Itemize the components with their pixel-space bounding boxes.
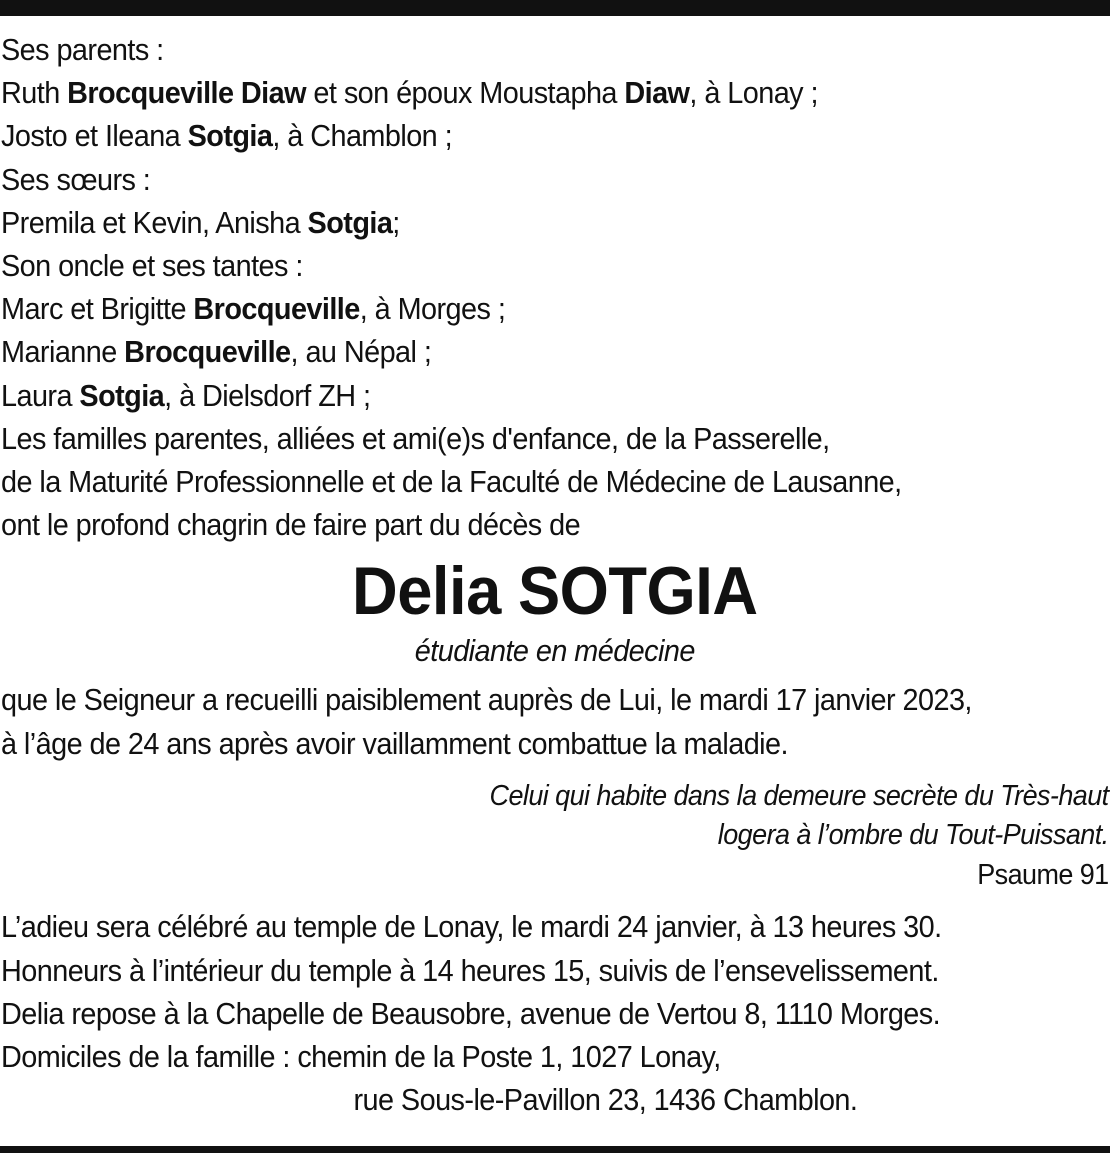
- ceremony-line-1: L’adieu sera célébré au temple de Lonay, le mardi 24 janvier, à 13 heures 30.: [1, 909, 942, 945]
- deceased-occupation: étudiante en médecine: [414, 633, 695, 669]
- death-line-2: à l’âge de 24 ans après avoir vaillamment combattue la maladie.: [1, 725, 788, 761]
- parents-line-1: Ruth Brocqueville Diaw et son époux Moustapha Diaw, à Lonay ;: [1, 75, 818, 111]
- deceased-block: [1, 550, 1109, 670]
- psalm-line-1: Celui qui habite dans la demeure secrète du Très-haut: [489, 779, 1109, 812]
- ceremony-line-5: rue Sous-le-Pavillon 23, 1436 Chamblon.: [353, 1082, 858, 1118]
- relative-line-2: Marianne Brocqueville, au Népal ;: [1, 334, 432, 370]
- obituary-notice: [1, 28, 1109, 1121]
- bottom-rule: [0, 1146, 1110, 1153]
- friends-line-1: Les familles parentes, alliées et ami(e)s d'enfance, de la Passerelle,: [1, 420, 830, 456]
- ceremony-line-2: Honneurs à l’intérieur du temple à 14 heures 15, suivis de l’ensevelissement.: [1, 952, 939, 988]
- ceremony-line-3: Delia repose à la Chapelle de Beausobre, avenue de Vertou 8, 1110 Morges.: [1, 995, 941, 1031]
- deceased-name: Delia SOTGIA: [352, 553, 758, 630]
- psalm-reference: Psaume 91: [977, 858, 1109, 891]
- ceremony-line-4: Domiciles de la famille : chemin de la Poste 1, 1027 Lonay,: [1, 1038, 721, 1074]
- death-paragraph: [1, 678, 1031, 764]
- sisters-line: Premila et Kevin, Anisha Sotgia;: [1, 204, 400, 240]
- friends-line-2: de la Maturité Professionnelle et de la Faculté de Médecine de Lausanne,: [1, 464, 902, 500]
- uncle-aunts-heading: Son oncle et ses tantes :: [1, 248, 303, 284]
- top-rule: [0, 0, 1110, 16]
- sisters-heading: Ses sœurs :: [1, 161, 151, 197]
- psalm-quote: [1, 777, 1109, 896]
- parents-heading: Ses parents :: [1, 32, 164, 67]
- relative-line-3: Laura Sotgia, à Dielsdorf ZH ;: [1, 377, 371, 413]
- parents-line-2: Josto et Ileana Sotgia, à Chamblon ;: [1, 118, 453, 154]
- ceremony-paragraph: [1, 905, 1031, 1121]
- announce-line: ont le profond chagrin de faire part du décès de: [1, 507, 581, 543]
- relative-line-1: Marc et Brigitte Brocqueville, à Morges ;: [1, 291, 506, 327]
- psalm-line-2: logera à l’ombre du Tout-Puissant.: [717, 819, 1109, 852]
- death-line-1: que le Seigneur a recueilli paisiblement auprès de Lui, le mardi 17 janvier 2023,: [1, 682, 972, 718]
